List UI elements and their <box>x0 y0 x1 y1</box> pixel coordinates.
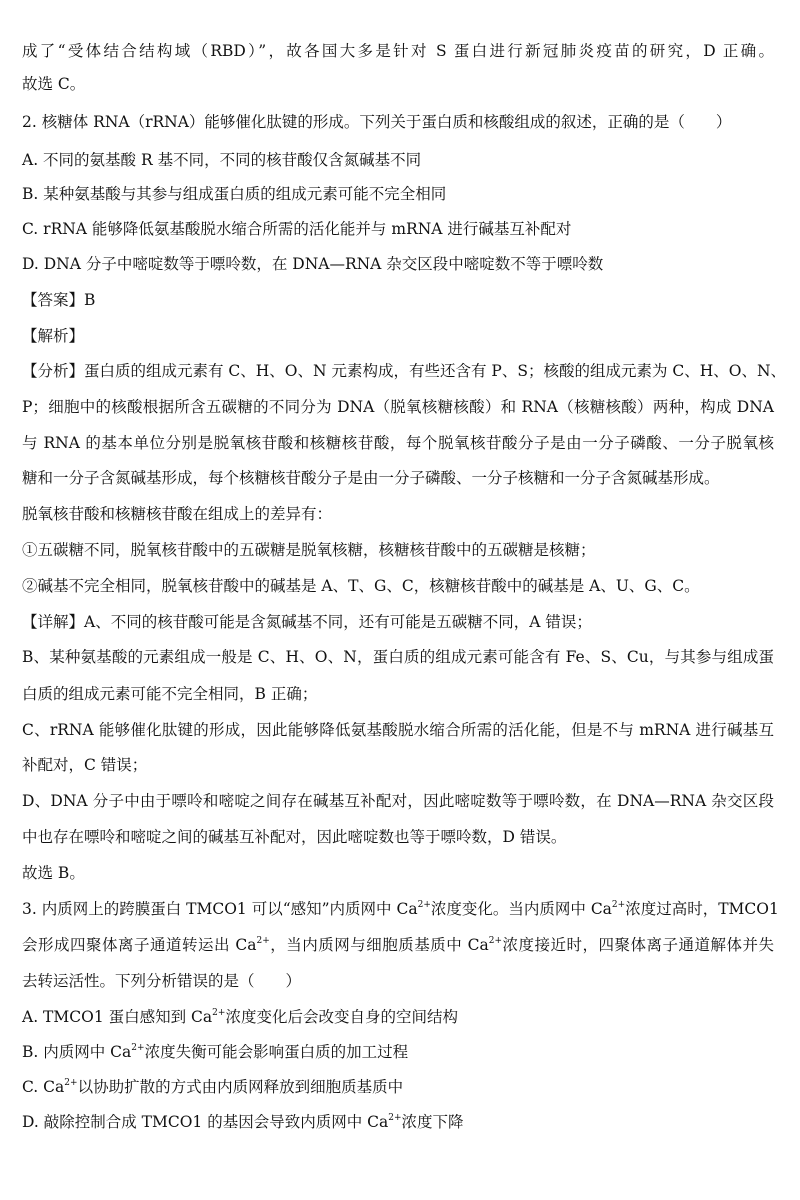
stem-text: 会形成四聚体离子通道转运出 <box>22 936 236 954</box>
analysis-line: ②碱基不完全相同，脱氧核苷酸中的碱基是 A、T、G、C，核糖核苷酸中的碱基是 A、U、G、C。 <box>22 577 700 595</box>
question-3-option-d <box>22 1111 774 1133</box>
charge-superscript: 2+ <box>611 899 626 910</box>
question-2-analysis-label: 【解析】 <box>22 327 85 345</box>
stem-text: 浓度变化。当内质网中 <box>430 900 591 918</box>
question-2-option-c: C. rRNA 能够降低氨基酸脱水缩合所需的活化能并与 mRNA 进行碱基互补配对 <box>22 220 572 238</box>
option-text: 浓度变化后会改变自身的空间结构 <box>225 1008 458 1026</box>
question-2-conclusion: 故选 B。 <box>22 864 85 882</box>
intro-text-line: 成了“受体结合结构域（RBD）”，故各国大多是针对 S 蛋白进行新冠肺炎疫苗的研究，D 正确。 <box>22 42 774 60</box>
charge-superscript: 2+ <box>64 1077 78 1088</box>
option-text: 浓度下降 <box>401 1113 464 1131</box>
analysis-line: ①五碳糖不同，脱氧核苷酸中的五碳糖是脱氧核糖，核糖核苷酸中的五碳糖是核糖； <box>22 541 596 559</box>
question-3-stem-line: 去转运活性。下列分析错误的是（ ） <box>22 972 302 990</box>
analysis-line: 与 RNA 的基本单位分别是脱氧核苷酸和核糖核苷酸，每个脱氧核苷酸分子是由一分子磷酸、一分子脱氧核 <box>22 434 774 452</box>
charge-superscript: 2+ <box>488 935 503 946</box>
option-text: C. <box>22 1078 44 1096</box>
detail-line: 中也存在嘌呤和嘧啶之间的碱基互补配对，因此嘧啶数也等于嘌呤数，D 错误。 <box>22 828 567 846</box>
question-3-stem-line <box>22 898 779 920</box>
calcium-symbol: Ca <box>43 1078 65 1096</box>
calcium-symbol: Ca <box>467 936 489 954</box>
question-2-option-b: B. 某种氨基酸与其参与组成蛋白质的组成元素可能不完全相同 <box>22 185 447 203</box>
stem-text: 浓度过高时，TMCO1 <box>625 900 779 918</box>
option-text: 浓度失衡可能会影响蛋白质的加工过程 <box>144 1043 409 1061</box>
stem-text: 浓度接近时，四聚体离子通道解体并失 <box>502 936 774 954</box>
question-2-stem: 2. 核糖体 RNA（rRNA）能够催化肽键的形成。下列关于蛋白质和核酸组成的叙述，正确的是（ ） <box>22 113 732 131</box>
question-3-option-b <box>22 1041 774 1063</box>
detail-line: B、某种氨基酸的元素组成一般是 C、H、O、N，蛋白质的组成元素可能含有 Fe、S、Cu，与其参与组成蛋 <box>22 648 774 666</box>
charge-superscript: 2+ <box>212 1007 226 1018</box>
calcium-symbol: Ca <box>110 1043 132 1061</box>
option-text: D. 敲除控制合成 TMCO1 的基因会导致内质网中 <box>22 1113 368 1131</box>
analysis-line: P；细胞中的核酸根据所含五碳糖的不同分为 DNA（脱氧核糖核酸）和 RNA（核糖核酸）两种，构成 DNA <box>22 398 774 416</box>
option-text: B. 内质网中 <box>22 1043 111 1061</box>
detail-line: 补配对，C 错误； <box>22 756 148 774</box>
detail-line: D、DNA 分子中由于嘌呤和嘧啶之间存在碱基互补配对，因此嘧啶数等于嘌呤数，在 DNA—RNA 杂交区段 <box>22 792 774 810</box>
question-3-option-c <box>22 1076 774 1098</box>
calcium-symbol: Ca <box>367 1113 389 1131</box>
calcium-symbol: Ca <box>235 936 257 954</box>
calcium-symbol: Ca <box>590 900 612 918</box>
analysis-line: 糖和一分子含氮碱基形成，每个核糖核苷酸分子是由一分子磷酸、一分子核糖和一分子含氮碱基形成。 <box>22 469 720 487</box>
detail-line: 白质的组成元素可能不完全相同，B 正确； <box>22 685 318 703</box>
charge-superscript: 2+ <box>131 1042 145 1053</box>
question-2-answer: 【答案】B <box>22 291 96 309</box>
detail-line: C、rRNA 能够催化肽键的形成，因此能够降低氨基酸脱水缩合所需的活化能，但是不与 mRNA 进行碱基互 <box>22 721 774 739</box>
calcium-symbol: Ca <box>191 1008 213 1026</box>
charge-superscript: 2+ <box>417 899 431 910</box>
question-2-option-d: D. DNA 分子中嘧啶数等于嘌呤数，在 DNA—RNA 杂交区段中嘧啶数不等于嘌呤数 <box>22 255 604 273</box>
question-2-option-a: A. 不同的氨基酸 R 基不同，不同的核苷酸仅含氮碱基不同 <box>22 151 422 169</box>
question-3-option-a <box>22 1006 774 1028</box>
intro-conclusion: 故选 C。 <box>22 75 86 93</box>
option-text: A. TMCO1 蛋白感知到 <box>22 1008 192 1026</box>
analysis-line: 脱氧核苷酸和核糖核苷酸在组成上的差异有： <box>22 505 333 523</box>
option-text: 以协助扩散的方式由内质网释放到细胞质基质中 <box>77 1078 404 1096</box>
question-3-stem-line <box>22 934 774 956</box>
stem-text: ，当内质网与细胞质基质中 <box>269 936 468 954</box>
calcium-symbol: Ca <box>396 900 418 918</box>
detail-line: 【详解】A、不同的核苷酸可能是含氮碱基不同，还有可能是五碳糖不同，A 错误； <box>22 613 592 631</box>
charge-superscript: 2+ <box>256 935 270 946</box>
charge-superscript: 2+ <box>388 1112 402 1123</box>
analysis-line: 【分析】蛋白质的组成元素有 C、H、O、N 元素构成，有些还含有 P、S；核酸的组成元素为 C、H、O、N、 <box>22 362 787 380</box>
stem-text: 3. 内质网上的跨膜蛋白 TMCO1 可以“感知”内质网中 <box>22 900 397 918</box>
